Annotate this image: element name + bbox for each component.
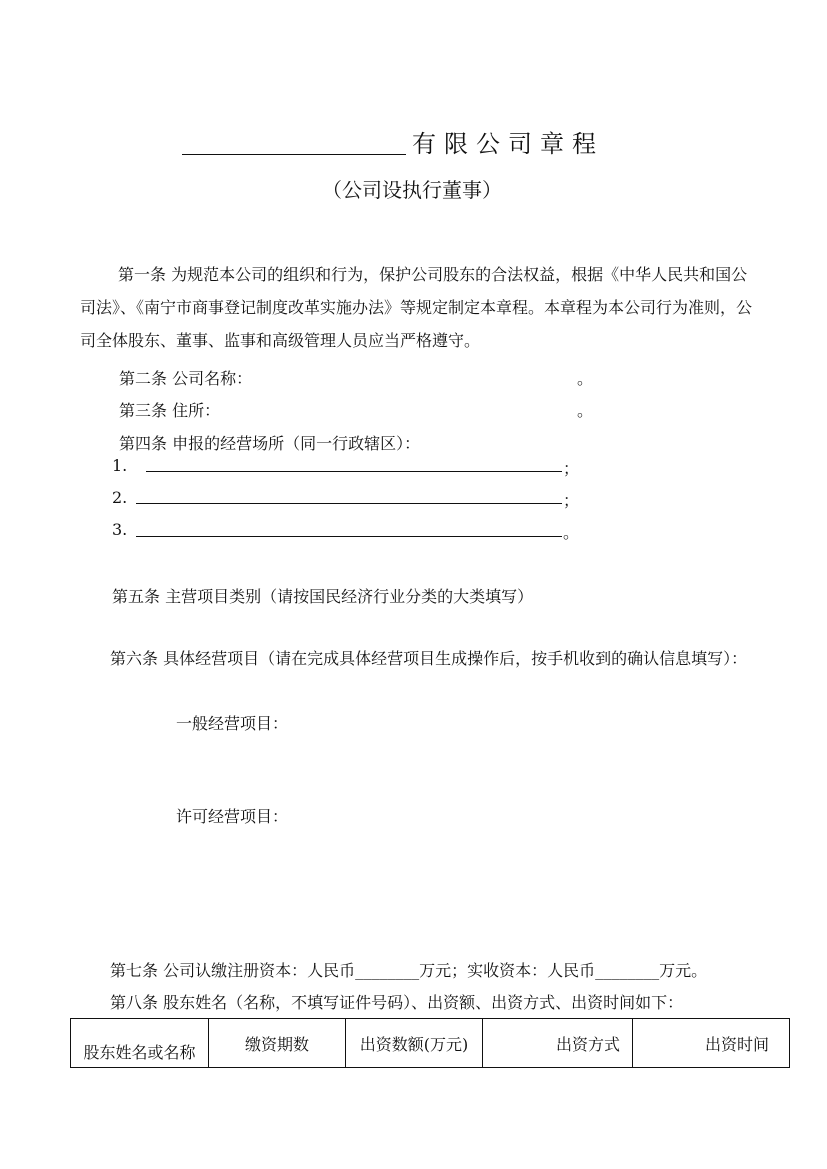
header-time: 出资时间 [633,1019,790,1068]
article-2-end: 。 [577,369,594,388]
article-7: 第七条 公司认缴注册资本：人民币________万元；实收资本：人民币________万元。 [110,961,708,980]
article-6: 第六条 具体经营项目（请在完成具体经营项目生成操作后，按手机收到的确认信息填写）： [110,649,748,668]
article-3-label: 第三条 住所： [119,401,221,420]
article-5: 第五条 主营项目类别（请按国民经济行业分类的大类填写） [112,587,534,606]
header-method: 出资方式 [483,1019,633,1068]
place-item-line[interactable] [136,536,562,537]
place-item-end: 。 [563,523,580,542]
header-installment: 缴资期数 [209,1019,346,1068]
place-item-number: 2. [112,488,128,507]
place-item-number: 1. [112,456,128,475]
place-item-end: ； [563,491,580,510]
article-4-label: 第四条 申报的经营场所（同一行政辖区）： [119,434,421,453]
place-item-line[interactable] [146,471,562,472]
article-2-label: 第二条 公司名称： [119,369,253,388]
document-title: 有限公司章程 [412,130,604,158]
table-header-row [71,1019,790,1068]
general-business-label: 一般经营项目： [176,714,289,733]
article-8: 第八条 股东姓名（名称，不填写证件号码）、出资额、出资方式、出资时间如下： [110,993,684,1012]
company-name-blank[interactable] [182,154,406,155]
header-shareholder-name: 股东姓名或名称 [71,1019,209,1068]
shareholder-table [70,1018,790,1068]
place-item-line[interactable] [136,503,562,504]
place-item-number: 3. [112,520,128,539]
header-amount: 出资数额(万元) [346,1019,483,1068]
document-subtitle: （公司设执行董事） [322,178,502,202]
article-1: 第一条 为规范本公司的组织和行为，保护公司股东的合法权益，根据《中华人民共和国公司法》、《南宁市商事登记制度改革实施办法》等规定制定本章程。本章程为本公司行为准则，公司全体股东、董事、监事和高级管理人员应当严格遵守。 [80,265,753,350]
article-3-end: 。 [577,401,594,420]
licensed-business-label: 许可经营项目： [176,807,289,826]
place-item-end: ； [563,459,580,478]
